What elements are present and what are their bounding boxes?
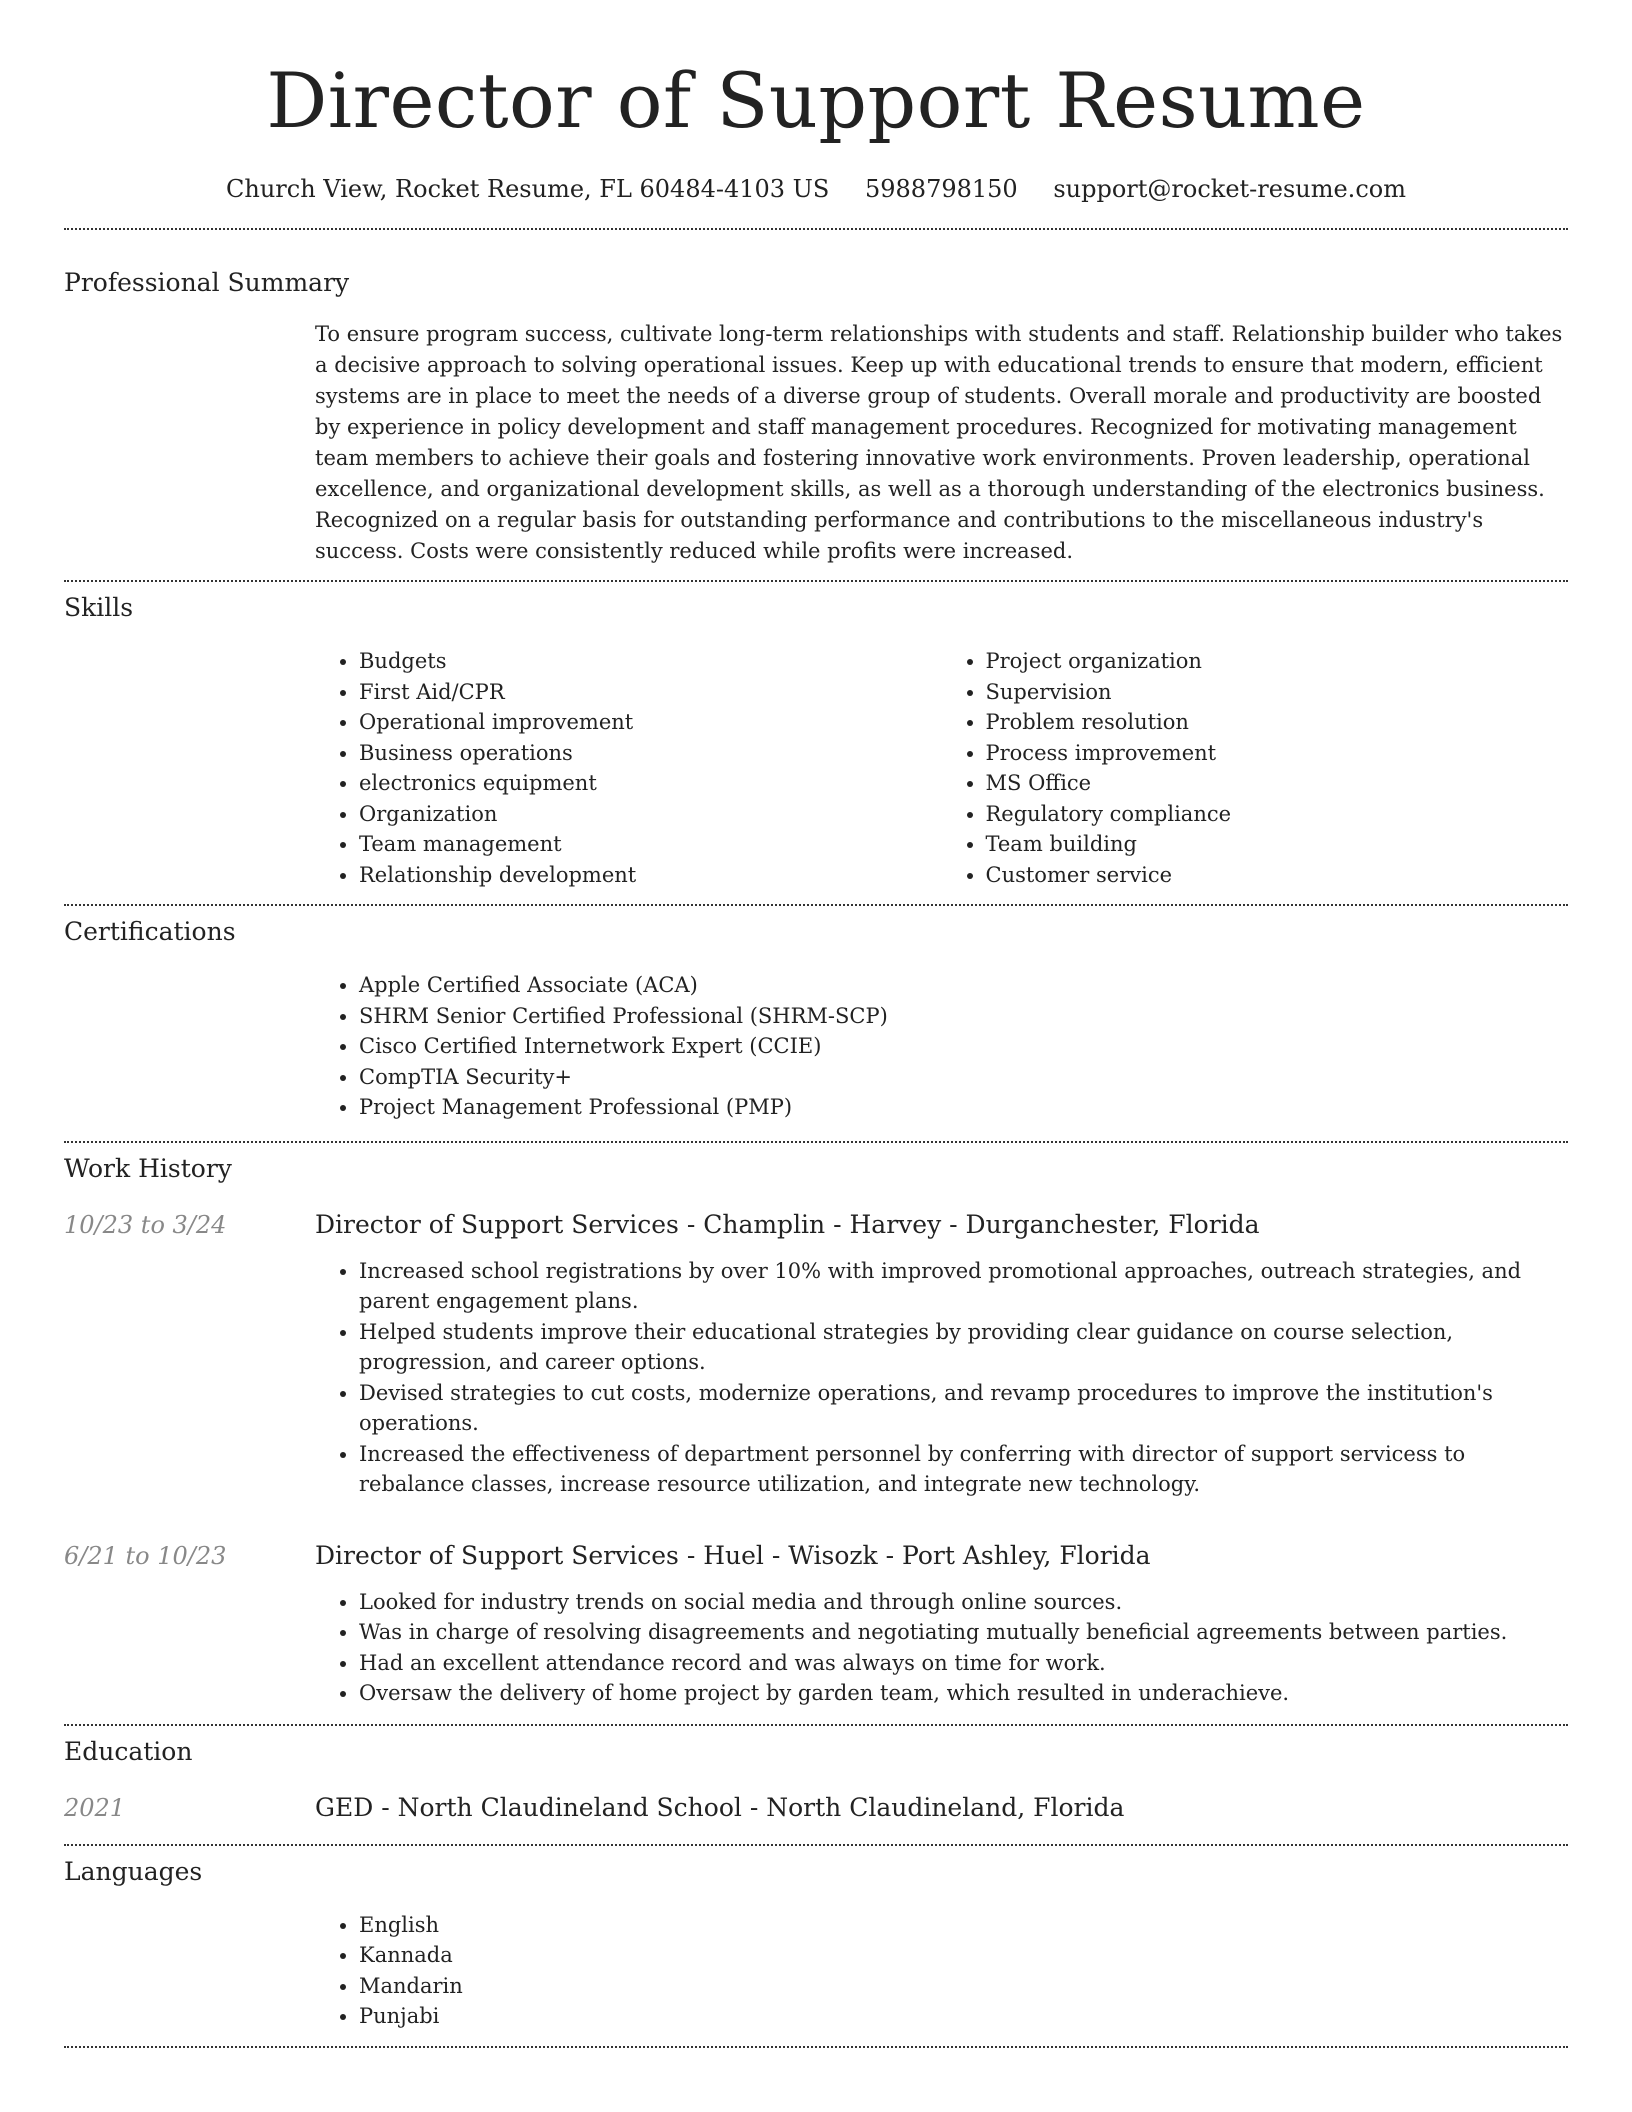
summary-text: To ensure program success, cultivate long-term relationships with students and staff. Relationship builder who takes a decisive approach to solving operational issues. Keep up with educational trends to ensure that modern, efficient systems are in place to meet the needs of a diverse group of students. Overall morale and productivity are boosted by experience in policy development and staff management procedures. Recognized for motivating management team members to achieve their goals and fostering innovative work environments. Proven leadership, operational excellence, and organizational development skills, as well as a thorough understanding of the electronics business. Recognized on a regular basis for outstanding performance and contributions to the miscellaneous industry's success. Costs were consistently reduced while profits were increased. — [315, 322, 1563, 563]
work-history-section — [64, 1143, 1568, 1709]
resume-page — [64, 0, 1568, 2048]
skill-item: • Organization — [359, 799, 942, 830]
summary-heading: Professional Summary — [64, 268, 350, 297]
skill-item: • Operational improvement — [359, 707, 942, 738]
job-bullet: • Had an excellent attendance record and was always on time for work. — [359, 1648, 1568, 1679]
contact-phone: 5988798150 — [865, 175, 1018, 203]
languages-heading: Languages — [64, 1856, 203, 1886]
skill-item: • MS Office — [986, 768, 1569, 799]
skill-item: • Supervision — [986, 677, 1569, 708]
job-entry — [64, 1540, 1568, 1709]
language-item: • Kannada — [359, 1940, 1568, 1971]
job-bullet: • Was in charge of resolving disagreements and negotiating mutually beneficial agreements between parties. — [359, 1617, 1568, 1648]
education-heading: Education — [64, 1736, 193, 1766]
job-bullets — [315, 1256, 1568, 1500]
skills-list-right — [942, 646, 1569, 890]
job-bullet: • Oversaw the delivery of home project by garden team, which resulted in underachieve. — [359, 1678, 1568, 1709]
languages-section — [64, 1846, 1568, 2032]
skill-item: • Team building — [986, 829, 1569, 860]
job-dates: 10/23 to 3/24 — [64, 1210, 227, 1239]
job-title: Director of Support Services - Huel - Wisozk - Port Ashley, Florida — [315, 1540, 1151, 1570]
certifications-list — [315, 970, 1568, 1123]
work-history-heading: Work History — [64, 1153, 232, 1183]
skill-item: • Customer service — [986, 860, 1569, 891]
page-title: Director of Support Resume — [266, 56, 1366, 145]
education-year: 2021 — [64, 1793, 126, 1822]
summary-section — [64, 230, 1568, 567]
skill-item: • electronics equipment — [359, 768, 942, 799]
skills-heading: Skills — [64, 593, 134, 622]
skill-item: • Budgets — [359, 646, 942, 677]
education-title: GED - North Claudineland School - North Claudineland, Florida — [315, 1792, 1125, 1822]
skill-item: • Regulatory compliance — [986, 799, 1569, 830]
languages-list — [315, 1910, 1568, 2032]
job-bullet: • Increased school registrations by over 10% with improved promotional approaches, outreach strategies, and parent engagement plans. — [359, 1256, 1568, 1317]
job-bullet: • Increased the effectiveness of department personnel by conferring with director of support servicess to rebalance classes, increase resource utilization, and integrate new technology. — [359, 1439, 1568, 1500]
skill-item: • Business operations — [359, 738, 942, 769]
job-bullet: • Looked for industry trends on social media and through online sources. — [359, 1587, 1568, 1618]
skill-item: • Process improvement — [986, 738, 1569, 769]
divider — [64, 2046, 1568, 2048]
job-dates: 6/21 to 10/23 — [64, 1541, 227, 1570]
language-item: • Mandarin — [359, 1971, 1568, 2002]
language-item: • Punjabi — [359, 2001, 1568, 2032]
skill-item: • First Aid/CPR — [359, 677, 942, 708]
contact-address: Church View, Rocket Resume, FL 60484-4103 US — [226, 175, 830, 203]
certifications-section — [64, 906, 1568, 1123]
certification-item: • Apple Certified Associate (ACA) — [359, 970, 1568, 1001]
job-entry — [64, 1209, 1568, 1500]
skills-section — [64, 582, 1568, 890]
certifications-heading: Certifications — [64, 917, 236, 946]
contact-line — [64, 172, 1568, 206]
skill-item: • Project organization — [986, 646, 1569, 677]
job-bullets — [315, 1587, 1568, 1709]
contact-email: support@rocket-resume.com — [1053, 175, 1406, 203]
job-bullet: • Devised strategies to cut costs, modernize operations, and revamp procedures to improve the institution's operations. — [359, 1378, 1568, 1439]
skill-item: • Relationship development — [359, 860, 942, 891]
certification-item: • Cisco Certified Internetwork Expert (CCIE) — [359, 1031, 1568, 1062]
skill-item: • Team management — [359, 829, 942, 860]
job-title: Director of Support Services - Champlin - Harvey - Durganchester, Florida — [315, 1209, 1260, 1239]
skills-list-left — [315, 646, 942, 890]
certification-item: • CompTIA Security+ — [359, 1062, 1568, 1093]
skill-item: • Problem resolution — [986, 707, 1569, 738]
job-bullet: • Helped students improve their educational strategies by providing clear guidance on course selection, progression, and career options. — [359, 1317, 1568, 1378]
certification-item: • Project Management Professional (PMP) — [359, 1092, 1568, 1123]
language-item: • English — [359, 1910, 1568, 1941]
certification-item: • SHRM Senior Certified Professional (SHRM-SCP) — [359, 1001, 1568, 1032]
education-entry — [64, 1792, 1568, 1824]
education-section — [64, 1726, 1568, 1824]
